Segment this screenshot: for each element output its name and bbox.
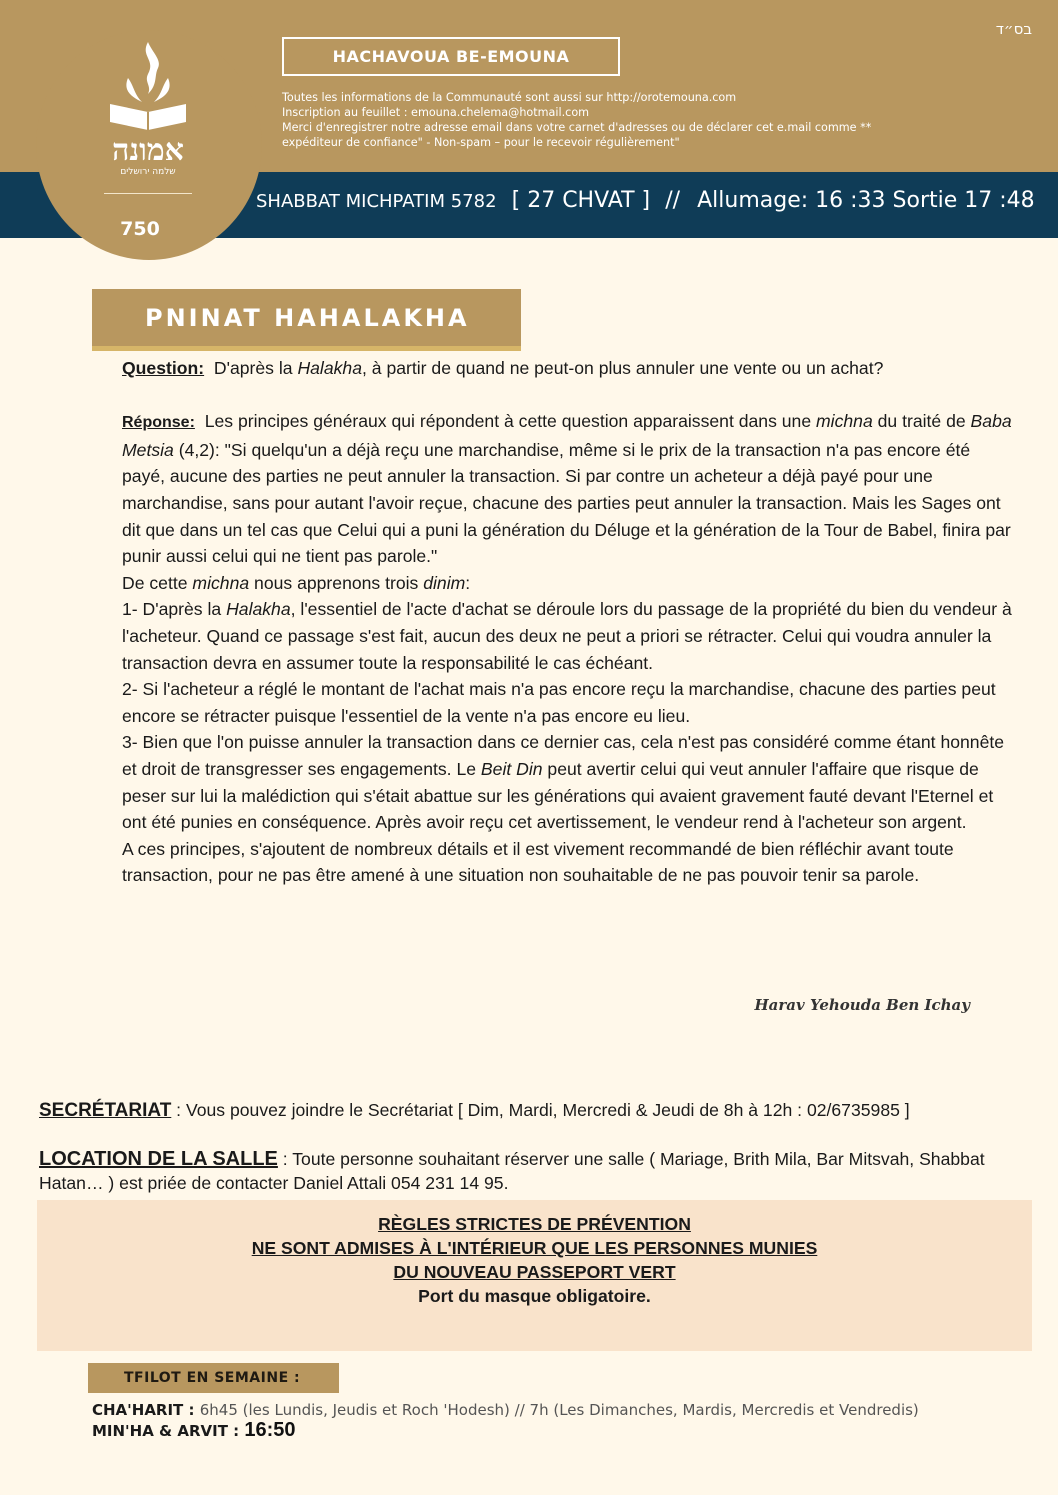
chaharit-label: CHA'HARIT : [92, 1401, 200, 1419]
text-run: Beit Din [480, 758, 543, 779]
halakha-article [122, 355, 1014, 889]
conclusion: A ces principes, s'ajoutent de nombreux détails et il est vivement recommandé de bien réfléchir avant toute transaction, pour ne pas être amené à une situation non souhaitable de ne pas pouvoir tenir sa parole. [122, 838, 954, 886]
text-run: Halakha [226, 599, 291, 620]
secretariat-text: : Vous pouvez joindre le Secrétariat [ Dim, Mardi, Mercredi & Jeudi de 8h à 12h : 02/6735985 ] [171, 1100, 910, 1120]
newsletter-title: HACHAVOUA BE-EMOUNA [282, 37, 620, 76]
text-run: michna [816, 411, 873, 432]
bsd-mark: בס״ד [995, 20, 1032, 38]
emouna-logo [98, 38, 198, 178]
text-run: du traité de [872, 411, 971, 432]
question [122, 355, 1014, 382]
info-line: Inscription au feuillet : emouna.chelema@hotmail.com [282, 106, 590, 119]
text-run: Baba Metsia [122, 411, 1012, 460]
din-3 [122, 729, 1014, 835]
minha-label: MIN'HA & ARVIT : [92, 1422, 245, 1440]
info-line: Merci d'enregistrer notre adresse email dans votre carnet d'adresses ou de déclarer cet e.mail comme ** [282, 121, 872, 134]
parasha-name: SHABBAT MICHPATIM 5782 [256, 191, 497, 212]
text-run: (4,2): "Si quelqu'un a déjà reçu une marchandise, même si le prix de la transaction n'a pas encore été payé, aucune des parties ne peut annuler la transaction. Si par contre un acheteur a déjà payé pour une marchandise, sans pour autant l'avoir reçue, chacune des parties peut annuler la transaction. Mais les Sages ont dit que dans un tel cas que Celui qui a puni la génération du Déluge et la génération de la Tour de Babel, finira par punir aussi celui qui ne tient pas parole." [122, 439, 1011, 567]
text-run: peut avertir celui qui veut annuler l'affaire que risque de peser sur lui la malédiction qui s'était abattue sur les générations qui avaient gravement fauté devant l'Eternel et ont été punies en conséquence. Après avoir reçu cet avertissement, le vendeur rend à l'acheteur son argent. [122, 758, 994, 833]
mask-notice: Port du masque obligatoire. [418, 1286, 651, 1306]
logo-hebrew-subtext: שלמה ירושלים [120, 167, 176, 177]
text-run: , l'essentiel de l'acte d'achat se déroule lors du passage de la propriété du bien du vendeur à l'acheteur. Quand ce passage s'est fait, aucun des deux ne peut a priori se rétracter. Celui qui voudra annuler la transaction devra en assumer toute la responsabilité le cas échéant. [122, 599, 1012, 673]
shabbat-times [256, 188, 1035, 213]
hebrew-date: [ 27 CHVAT ] [511, 188, 651, 213]
hall-rental-notice [39, 1147, 1019, 1195]
text-run: michna [192, 572, 250, 593]
logo-hebrew-text: אמונה [112, 133, 184, 168]
question-label: Question: [122, 358, 205, 378]
hall-rental-text: : Toute personne souhaitant réserver une salle ( Mariage, Brith Mila, Bar Mitsvah, Shabbat Hatan… ) est priée de contacter Daniel Attali 054 231 14 95. [39, 1149, 985, 1193]
secretariat-label: SECRÉTARIAT [39, 1100, 172, 1121]
separator: // [665, 188, 681, 213]
author-signature: Harav Yehouda Ben Ichay [754, 996, 970, 1014]
text-run: D'après la [213, 358, 298, 378]
rules-line: DU NOUVEAU PASSEPORT VERT [393, 1262, 676, 1282]
chaharit-schedule [92, 1401, 919, 1419]
minha-schedule [92, 1419, 296, 1442]
secretariat-notice [39, 1098, 1019, 1123]
text-run: Halakha [297, 358, 362, 378]
text-run: De cette [122, 572, 193, 593]
info-line: Toutes les informations de la Communauté sont aussi sur http://orotemouna.com [282, 91, 737, 104]
answer [122, 408, 1014, 570]
logo-divider [104, 193, 192, 194]
rules-line: NE SONT ADMISES À L'INTÉRIEUR QUE LES PERSONNES MUNIES [251, 1238, 818, 1258]
text-run: , à partir de quand ne peut-on plus annuler une vente ou un achat? [362, 358, 884, 378]
minha-time: 16:50 [244, 1419, 296, 1441]
text-run: 3- Bien que l'on puisse annuler la transaction dans ce dernier cas, cela n'est pas considéré comme étant honnête et droit de transgresser ses engagements. Le [122, 732, 1005, 779]
hall-rental-label: LOCATION DE LA SALLE [39, 1148, 278, 1170]
info-line: expéditeur de confiance" - Non-spam – pour le recevoir régulièrement" [282, 136, 680, 149]
text-run: nous apprenons trois [249, 572, 424, 593]
text-run: dinim [423, 572, 466, 593]
answer-label: Réponse: [122, 414, 195, 432]
issue-number: 750 [120, 218, 160, 240]
candle-times: Allumage: 16 :33 Sortie 17 :48 [697, 188, 1035, 213]
chaharit-times: 6h45 (les Lundis, Jeudis et Roch 'Hodesh) // 7h (Les Dimanches, Mardis, Mercredis et Vendredis) [199, 1401, 919, 1419]
section-title: PNINAT HAHALAKHA [92, 289, 521, 351]
text-run: : [465, 572, 471, 593]
dinim-intro [122, 570, 1014, 597]
header-info-lines [282, 90, 962, 150]
prevention-rules-box [37, 1200, 1032, 1351]
din-2: 2- Si l'acheteur a réglé le montant de l'achat mais n'a pas encore reçu la marchandise, chacune des parties peut encore se rétracter puisque l'essentiel de la vente n'a pas encore eu lieu. [122, 679, 996, 726]
tfilot-title: TFILOT EN SEMAINE : [88, 1363, 339, 1393]
text-run: 1- D'après la [122, 599, 227, 620]
din-1 [122, 596, 1014, 676]
text-run: Les principes généraux qui répondent à cette question apparaissent dans une [204, 411, 817, 432]
rules-line: RÈGLES STRICTES DE PRÉVENTION [378, 1214, 691, 1234]
